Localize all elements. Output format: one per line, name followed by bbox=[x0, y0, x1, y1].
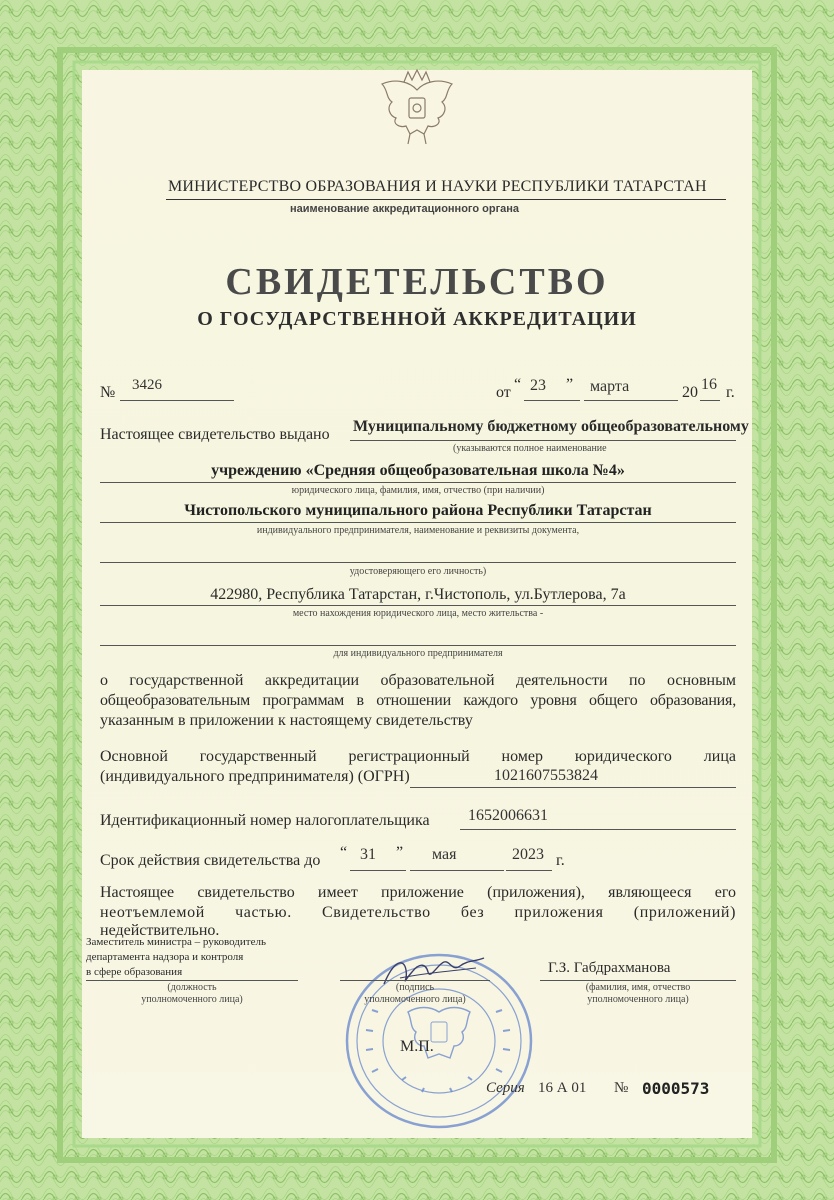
certificate-title: СВИДЕТЕЛЬСТВО bbox=[225, 261, 609, 303]
validity-month: мая bbox=[432, 846, 457, 863]
validity-quote-close: ” bbox=[396, 844, 404, 861]
signer-name: Г.З. Габдрахманова bbox=[548, 960, 671, 976]
series-number-sign: № bbox=[614, 1080, 629, 1096]
ogrn-label-line1: Основной государственный регистрационный номер юридического лица bbox=[100, 748, 736, 765]
certificate-subtitle: О ГОСУДАРСТВЕННОЙ АККРЕДИТАЦИИ bbox=[197, 308, 637, 330]
month-underline bbox=[584, 400, 678, 401]
signature-caption2: уполномоченного лица) bbox=[364, 994, 466, 1005]
year-underline bbox=[700, 400, 720, 401]
org-line2-underline bbox=[100, 482, 736, 483]
ministry-name: МИНИСТЕРСТВО ОБРАЗОВАНИЯ И НАУКИ РЕСПУБЛИКИ ТАТАРСТАН bbox=[168, 178, 707, 195]
validity-unit: г. bbox=[556, 852, 565, 869]
inn-label: Идентификационный номер налогоплательщика bbox=[100, 812, 430, 829]
issued-label: Настоящее свидетельство выдано bbox=[100, 426, 330, 443]
ogrn-underline bbox=[410, 787, 736, 788]
validity-label: Срок действия свидетельства до bbox=[100, 852, 321, 869]
day-underline bbox=[524, 400, 580, 401]
signature-caption1: (подпись bbox=[395, 982, 435, 993]
org-address: 422980, Республика Татарстан, г.Чистополь, ул.Бутлерова, 7а bbox=[210, 586, 626, 603]
org-name-line2: учреждению «Средняя общеобразовательная школа №4» bbox=[211, 462, 625, 479]
signer-name-caption2: уполномоченного лица) bbox=[587, 994, 689, 1005]
appendix-line2: неотъемлемой частью. Свидетельство без приложения (приложений) bbox=[100, 904, 736, 921]
validity-day-underline bbox=[350, 870, 406, 871]
signer-position-line1: Заместитель министра – руководитель bbox=[86, 936, 266, 948]
series-number: 0000573 bbox=[642, 1079, 710, 1098]
signer-position-line2: департамента надзора и контроля bbox=[86, 951, 244, 963]
appendix-line3: недействительно. bbox=[100, 922, 220, 939]
validity-month-underline bbox=[410, 870, 504, 871]
ogrn-label-line2: (индивидуального предпринимателя) (ОГРН) bbox=[100, 768, 410, 785]
inn-underline bbox=[460, 829, 736, 830]
ogrn-value: 1021607553824 bbox=[494, 767, 598, 784]
series-value: 16 А 01 bbox=[538, 1080, 587, 1096]
org-name-line1: Муниципальному бюджетному общеобразовательному bbox=[353, 418, 749, 435]
caption-identity: удостоверяющего его личность) bbox=[349, 566, 487, 577]
signature-underline bbox=[340, 980, 490, 981]
accreditation-line3: указанным в приложении к настоящему свидетельству bbox=[100, 712, 473, 729]
org-name-line3: Чистопольского муниципального района Республики Татарстан bbox=[184, 502, 652, 519]
year-prefix: 20 bbox=[682, 384, 698, 401]
caption-location: место нахождения юридического лица, место жительства - bbox=[292, 608, 544, 619]
validity-day: 31 bbox=[360, 846, 376, 863]
series-label: Серия bbox=[486, 1080, 525, 1096]
validity-quote-open: “ bbox=[340, 844, 348, 861]
certificate-number: 3426 bbox=[132, 377, 162, 393]
inn-value: 1652006631 bbox=[468, 807, 548, 824]
signer-position-line3: в сфере образования bbox=[86, 966, 183, 978]
caption-full-name: (указываются полное наименование bbox=[453, 443, 607, 454]
org-line3-underline bbox=[100, 522, 736, 523]
date-quote-open: “ bbox=[514, 376, 522, 393]
accreditation-line1: о государственной аккредитации образовательной деятельности по основным bbox=[100, 672, 736, 689]
number-underline bbox=[120, 400, 234, 401]
appendix-line1: Настоящее свидетельство имеет приложение (приложения), являющееся его bbox=[100, 884, 736, 901]
position-underline bbox=[86, 980, 298, 981]
issue-day: 23 bbox=[530, 377, 546, 394]
ministry-caption: наименование аккредитационного органа bbox=[290, 203, 520, 215]
caption-entrepreneur-residence: для индивидуального предпринимателя bbox=[333, 648, 503, 659]
address-underline bbox=[100, 605, 736, 606]
year-unit: г. bbox=[726, 384, 735, 401]
issue-month: марта bbox=[590, 378, 630, 395]
blank-underline-1 bbox=[100, 562, 736, 563]
validity-year: 2023 bbox=[512, 846, 544, 863]
position-caption2: уполномоченного лица) bbox=[141, 994, 243, 1005]
accreditation-line2: общеобразовательным программам в отношении каждого уровня общего образования, bbox=[100, 692, 736, 709]
date-from-label: от bbox=[496, 384, 511, 401]
caption-entrepreneur: индивидуального предпринимателя, наименование и реквизиты документа, bbox=[256, 525, 580, 536]
issue-year-suffix: 16 bbox=[701, 376, 717, 393]
signer-name-underline bbox=[540, 980, 736, 981]
date-quote-close: ” bbox=[566, 376, 574, 393]
org-line1-underline bbox=[350, 440, 736, 441]
caption-legal-entity: юридического лица, фамилия, имя, отчество (при наличии) bbox=[291, 485, 545, 496]
position-caption1: (должность bbox=[167, 982, 217, 993]
seal-place-label: М.П. bbox=[400, 1038, 434, 1055]
number-sign: № bbox=[100, 384, 116, 401]
blank-underline-2 bbox=[100, 645, 736, 646]
ministry-underline bbox=[166, 199, 726, 200]
validity-year-underline bbox=[506, 870, 552, 871]
signer-name-caption1: (фамилия, имя, отчество bbox=[585, 982, 691, 993]
coat-of-arms-emblem bbox=[374, 68, 460, 148]
